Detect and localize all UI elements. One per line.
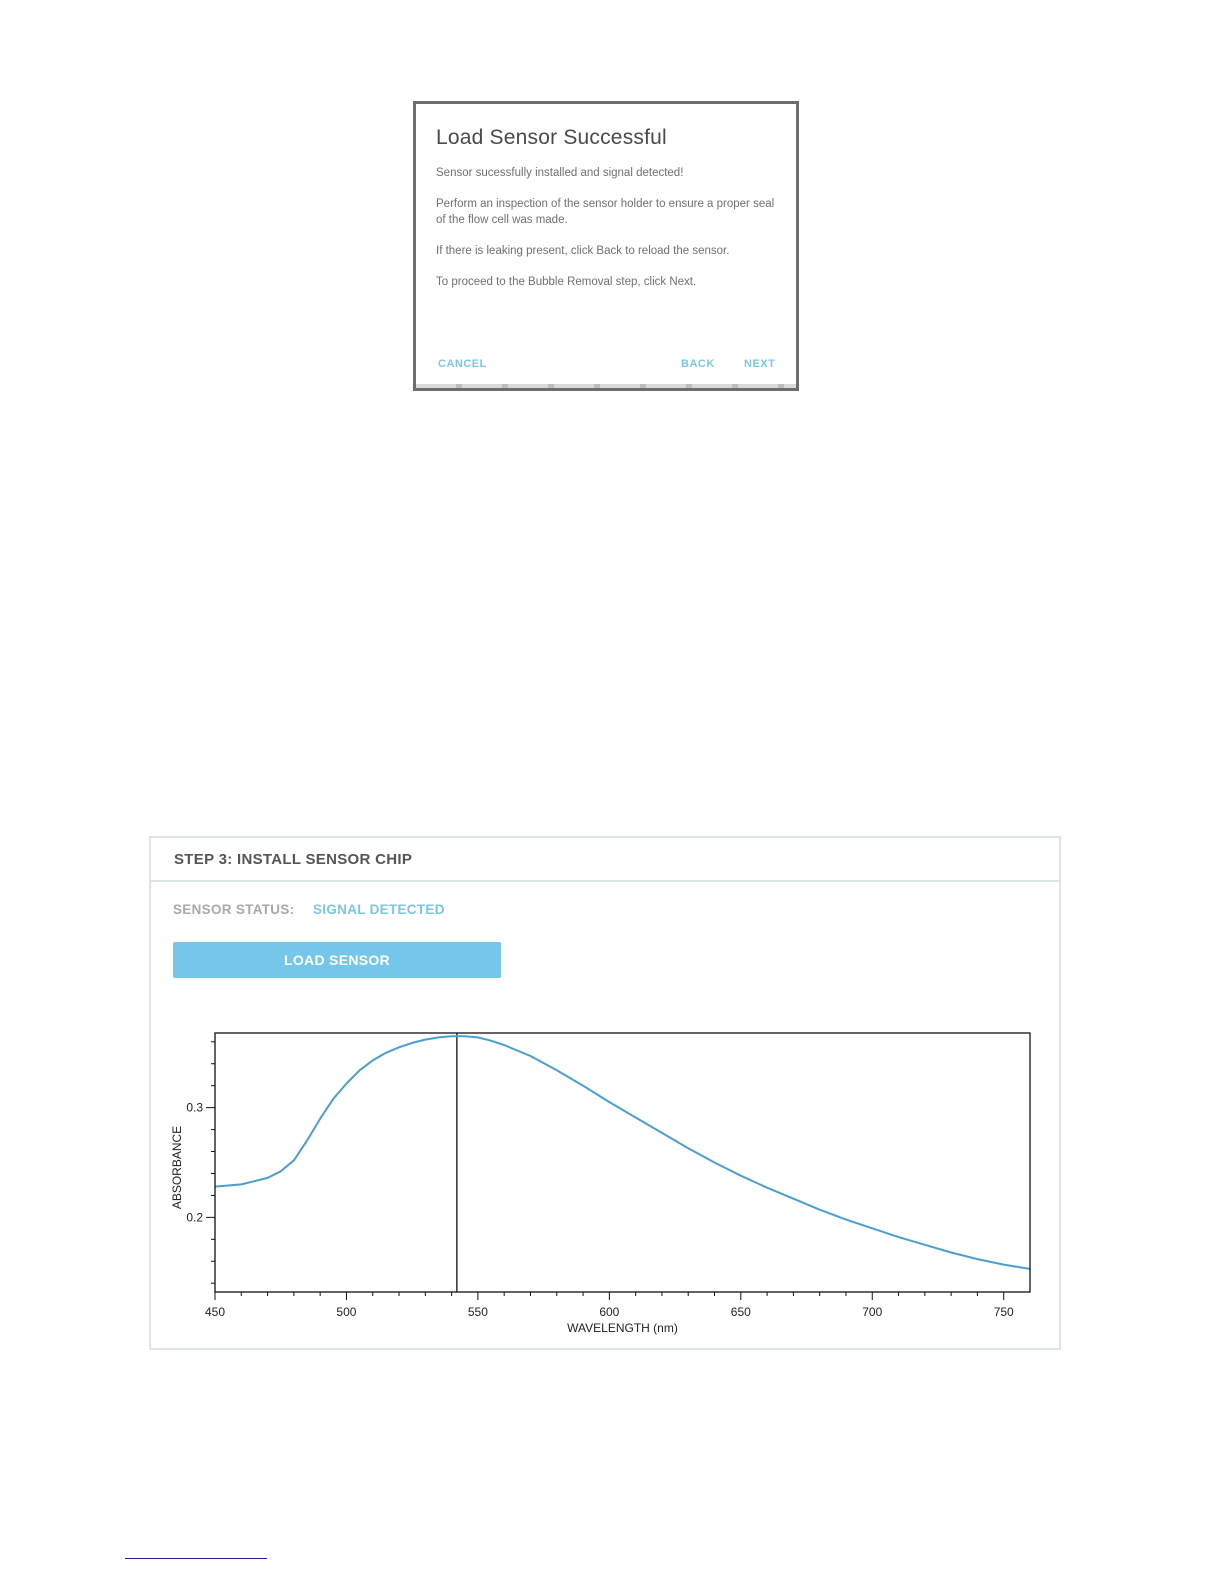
absorbance-series-line <box>215 1036 1030 1269</box>
next-button[interactable]: NEXT <box>744 358 776 370</box>
dialog-message-inspection: Perform an inspection of the sensor holder to ensure a proper seal of the flow cell was made. <box>436 198 775 226</box>
y-tick-label: 0.2 <box>186 1210 203 1225</box>
sensor-status-label: SENSOR STATUS: <box>173 902 295 917</box>
back-button[interactable]: BACK <box>681 358 715 370</box>
cancel-button[interactable]: CANCEL <box>438 358 487 370</box>
x-tick-label: 600 <box>599 1305 620 1319</box>
x-tick-label: 750 <box>993 1305 1014 1319</box>
x-tick-label: 500 <box>336 1305 357 1319</box>
x-tick-label: 700 <box>862 1305 883 1319</box>
dialog-message-success: Sensor sucessfully installed and signal detected! <box>436 167 684 179</box>
x-axis-label: WAVELENGTH (nm) <box>567 1321 678 1335</box>
load-sensor-dialog <box>413 101 799 391</box>
sensor-status-value: SIGNAL DETECTED <box>313 902 445 917</box>
x-tick-label: 550 <box>467 1305 488 1319</box>
install-sensor-panel <box>149 836 1061 1350</box>
dialog-bottom-edge <box>416 384 796 388</box>
y-tick-label: 0.3 <box>186 1100 203 1115</box>
x-tick-label: 450 <box>204 1305 226 1319</box>
chart-axes <box>186 1042 1014 1319</box>
panel-title: STEP 3: INSTALL SENSOR CHIP <box>174 851 413 868</box>
dialog-message-leaking: If there is leaking present, click Back to reload the sensor. <box>436 245 730 257</box>
plot-frame <box>215 1033 1030 1292</box>
absorbance-chart <box>151 838 1059 1348</box>
load-sensor-button[interactable]: LOAD SENSOR <box>173 942 501 978</box>
dialog-message-proceed: To proceed to the Bubble Removal step, click Next. <box>436 276 697 288</box>
dialog-title: Load Sensor Successful <box>436 126 667 149</box>
y-axis-label: ABSORBANCE <box>170 1125 184 1210</box>
x-tick-label: 650 <box>730 1305 751 1319</box>
footnote-separator <box>125 1558 267 1559</box>
